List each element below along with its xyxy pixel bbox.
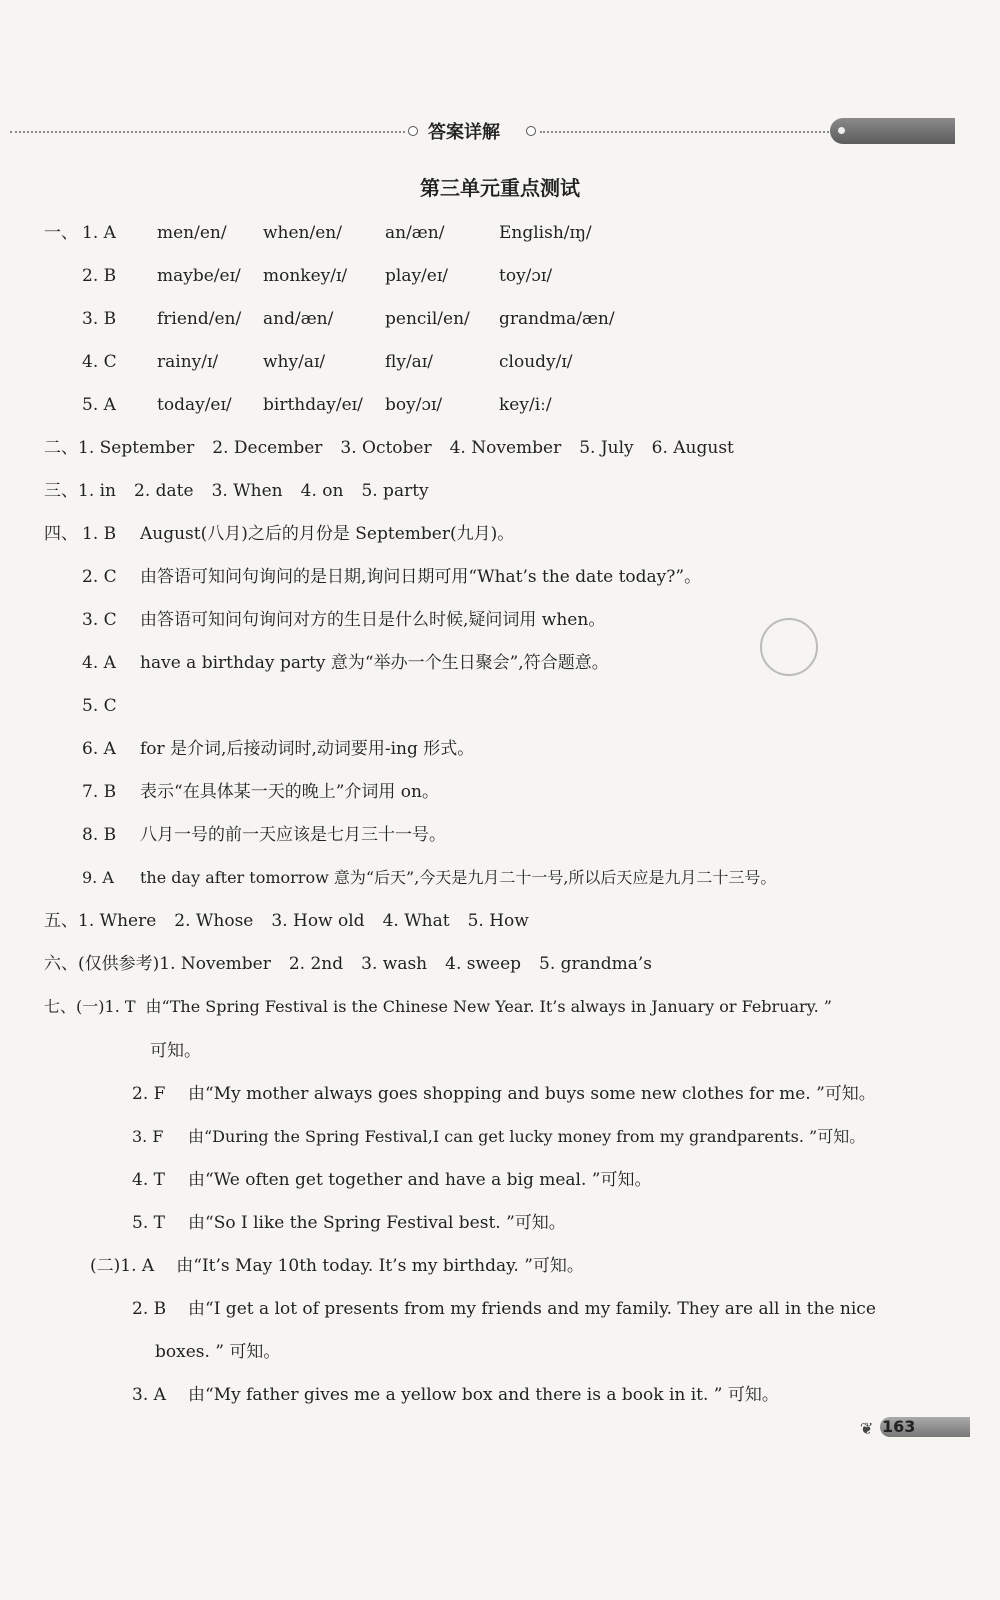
answer-item: 2. date	[134, 481, 194, 501]
answer-item: 5. party	[361, 481, 429, 501]
section7-part2-item-2	[132, 1298, 876, 1320]
phonics-word: cloudy/ɪ/	[499, 352, 573, 372]
section1-row-3	[82, 308, 615, 330]
answer-key: 2. B	[132, 1299, 167, 1319]
answer-item: 3. When	[211, 481, 283, 501]
answer-item: 2. Whose	[174, 911, 254, 931]
phonics-word: maybe/eɪ/	[157, 266, 241, 286]
answer-key: 5. T	[132, 1213, 165, 1233]
phonics-word: men/en/	[157, 223, 227, 243]
phonics-word: toy/ɔɪ/	[499, 266, 553, 286]
explanation: the day after tomorrow 意为“后天”,今天是九月二十一号,所以后天应是九月二十三号。	[140, 868, 777, 887]
section4-item-6	[82, 738, 474, 760]
section7-part1-item-3	[132, 1126, 865, 1148]
section3	[44, 480, 429, 502]
row-number: 5. A	[82, 395, 116, 415]
section1-row-4	[82, 351, 573, 373]
phonics-word: fly/aɪ/	[385, 352, 433, 372]
section1-label: 一、	[44, 223, 78, 243]
answer-item: 4. What	[382, 911, 450, 931]
section1-row-2	[82, 265, 552, 287]
section3-label: 三、	[44, 481, 78, 501]
answer-key: 2. C	[82, 567, 117, 587]
phonics-word: play/eɪ/	[385, 266, 449, 286]
answer-item: 1. in	[78, 481, 117, 501]
section5	[44, 910, 529, 932]
explanation: have a birthday party 意为“举办一个生日聚会”,符合题意。	[140, 653, 609, 673]
part-label: (二)	[90, 1256, 121, 1276]
answer-key: 6. A	[82, 739, 116, 759]
explanation: 由“It’s May 10th today. It’s my birthday. ”可知。	[176, 1256, 584, 1276]
answer-item: 3. How old	[271, 911, 365, 931]
section7-part1-item-1	[44, 996, 832, 1018]
explanation: 由答语可知问句询问对方的生日是什么时候,疑问词用 when。	[140, 610, 606, 630]
explanation: 由“We often get together and have a big meal. ”可知。	[188, 1170, 652, 1190]
section7-part1-item-2	[132, 1083, 876, 1105]
explanation: for 是介词,后接动词时,动词要用-ing 形式。	[140, 739, 475, 759]
answer-item: 4. on	[300, 481, 344, 501]
page-header	[10, 118, 945, 148]
section7-part1-item-5	[132, 1212, 566, 1234]
section4-label: 四、	[44, 524, 78, 544]
part-label: (一)	[76, 997, 105, 1016]
section4-item-8	[82, 824, 446, 846]
phonics-word: English/ɪŋ/	[499, 223, 592, 243]
answer-item: 1. September	[78, 438, 195, 458]
answer-key: 3. F	[132, 1127, 164, 1146]
row-number: 1. A	[82, 223, 116, 243]
header-tab	[830, 118, 955, 144]
answer-key: 8. B	[82, 825, 117, 845]
section7-part2-item-3	[132, 1384, 779, 1406]
section4-item-2	[82, 566, 701, 588]
answer-key: 3. A	[132, 1385, 166, 1405]
section4-item-3	[82, 609, 605, 631]
section4-item-1	[44, 523, 514, 545]
leaf-icon: ❦	[860, 1419, 874, 1438]
header-rule-right	[540, 131, 840, 133]
stamp-seal	[760, 618, 818, 676]
answer-item: 4. sweep	[445, 954, 522, 974]
phonics-word: rainy/ɪ/	[157, 352, 219, 372]
phonics-word: today/eɪ/	[157, 395, 232, 415]
explanation: 由“During the Spring Festival,I can get lucky money from my grandparents. ”可知。	[188, 1127, 866, 1146]
answer-item: 4. November	[449, 438, 562, 458]
row-number: 2. B	[82, 266, 117, 286]
answer-item: 5. grandma’s	[539, 954, 653, 974]
phonics-word: key/iː/	[499, 395, 552, 415]
phonics-word: and/æn/	[263, 309, 334, 329]
row-number: 3. B	[82, 309, 117, 329]
phonics-word: an/æn/	[385, 223, 445, 243]
answer-key: 3. C	[82, 610, 117, 630]
explanation: 由答语可知问句询问的是日期,询问日期可用“What’s the date today?”。	[140, 567, 702, 587]
answer-item: 1. Where	[78, 911, 157, 931]
answer-key: 4. A	[82, 653, 116, 673]
section7-part2-item-1	[90, 1255, 584, 1277]
phonics-word: boy/ɔɪ/	[385, 395, 443, 415]
phonics-word: grandma/æn/	[499, 309, 615, 329]
phonics-word: friend/en/	[157, 309, 242, 329]
explanation: 表示“在具体某一天的晚上”介词用 on。	[140, 782, 439, 802]
explanation: 由“So I like the Spring Festival best. ”可知。	[188, 1213, 566, 1233]
answer-key: 5. C	[82, 696, 117, 716]
answer-key: 1. A	[120, 1256, 155, 1276]
phonics-word: when/en/	[263, 223, 342, 243]
answer-item: 3. wash	[361, 954, 428, 974]
section2-label: 二、	[44, 438, 78, 458]
header-dot-right	[526, 126, 536, 136]
section7-part1-item-1-cont: 可知。	[150, 1041, 201, 1061]
answer-key: 1. T	[104, 997, 136, 1016]
section5-label: 五、	[44, 911, 78, 931]
answer-item: 2. December	[212, 438, 323, 458]
answer-key: 4. T	[132, 1170, 165, 1190]
explanation: 由“I get a lot of presents from my friends and my family. They are all in the nice	[188, 1299, 876, 1319]
answer-key: 7. B	[82, 782, 117, 802]
explanation: 八月一号的前一天应该是七月三十一号。	[140, 825, 446, 845]
answer-item: 2. 2nd	[288, 954, 344, 974]
section1-row-1	[44, 222, 592, 244]
explanation: 由“The Spring Festival is the Chinese New Year. It’s always in January or February. ”	[145, 997, 832, 1016]
answer-key: 1. B	[82, 524, 117, 544]
section6-label: 六、(仅供参考)	[44, 954, 160, 974]
page-number: 163	[882, 1417, 916, 1436]
section2	[44, 437, 734, 459]
answer-key: 9. A	[82, 868, 114, 887]
header-tab-hole	[838, 127, 845, 134]
answer-item: 5. July	[579, 438, 634, 458]
section4-item-9	[82, 867, 776, 889]
answer-key: 2. F	[132, 1084, 166, 1104]
header-rule-left	[10, 131, 405, 133]
explanation: 由“My father gives me a yellow box and there is a book in it. ” 可知。	[188, 1385, 779, 1405]
header-title: 答案详解	[428, 122, 500, 143]
row-number: 4. C	[82, 352, 117, 372]
section7-part2-item-2-cont: boxes. ” 可知。	[155, 1342, 281, 1362]
answer-item: 1. November	[159, 954, 271, 974]
explanation: August(八月)之后的月份是 September(九月)。	[140, 524, 515, 544]
section4-item-7	[82, 781, 439, 803]
phonics-word: why/aɪ/	[263, 352, 326, 372]
section6	[44, 953, 652, 975]
section4-item-4	[82, 652, 609, 674]
explanation: 由“My mother always goes shopping and buys some new clothes for me. ”可知。	[188, 1084, 876, 1104]
answer-item: 3. October	[340, 438, 432, 458]
phonics-word: monkey/ɪ/	[263, 266, 348, 286]
answer-item: 5. How	[467, 911, 529, 931]
header-dot-left	[408, 126, 418, 136]
section7-label: 七、	[44, 997, 77, 1016]
phonics-word: pencil/en/	[385, 309, 470, 329]
phonics-word: birthday/eɪ/	[263, 395, 363, 415]
answer-item: 6. August	[651, 438, 734, 458]
section7-part1-item-4	[132, 1169, 652, 1191]
unit-title: 第三单元重点测试	[420, 176, 580, 200]
page-number-badge	[860, 1415, 970, 1439]
section1-row-5	[82, 394, 552, 416]
section4-item-5	[82, 695, 140, 717]
